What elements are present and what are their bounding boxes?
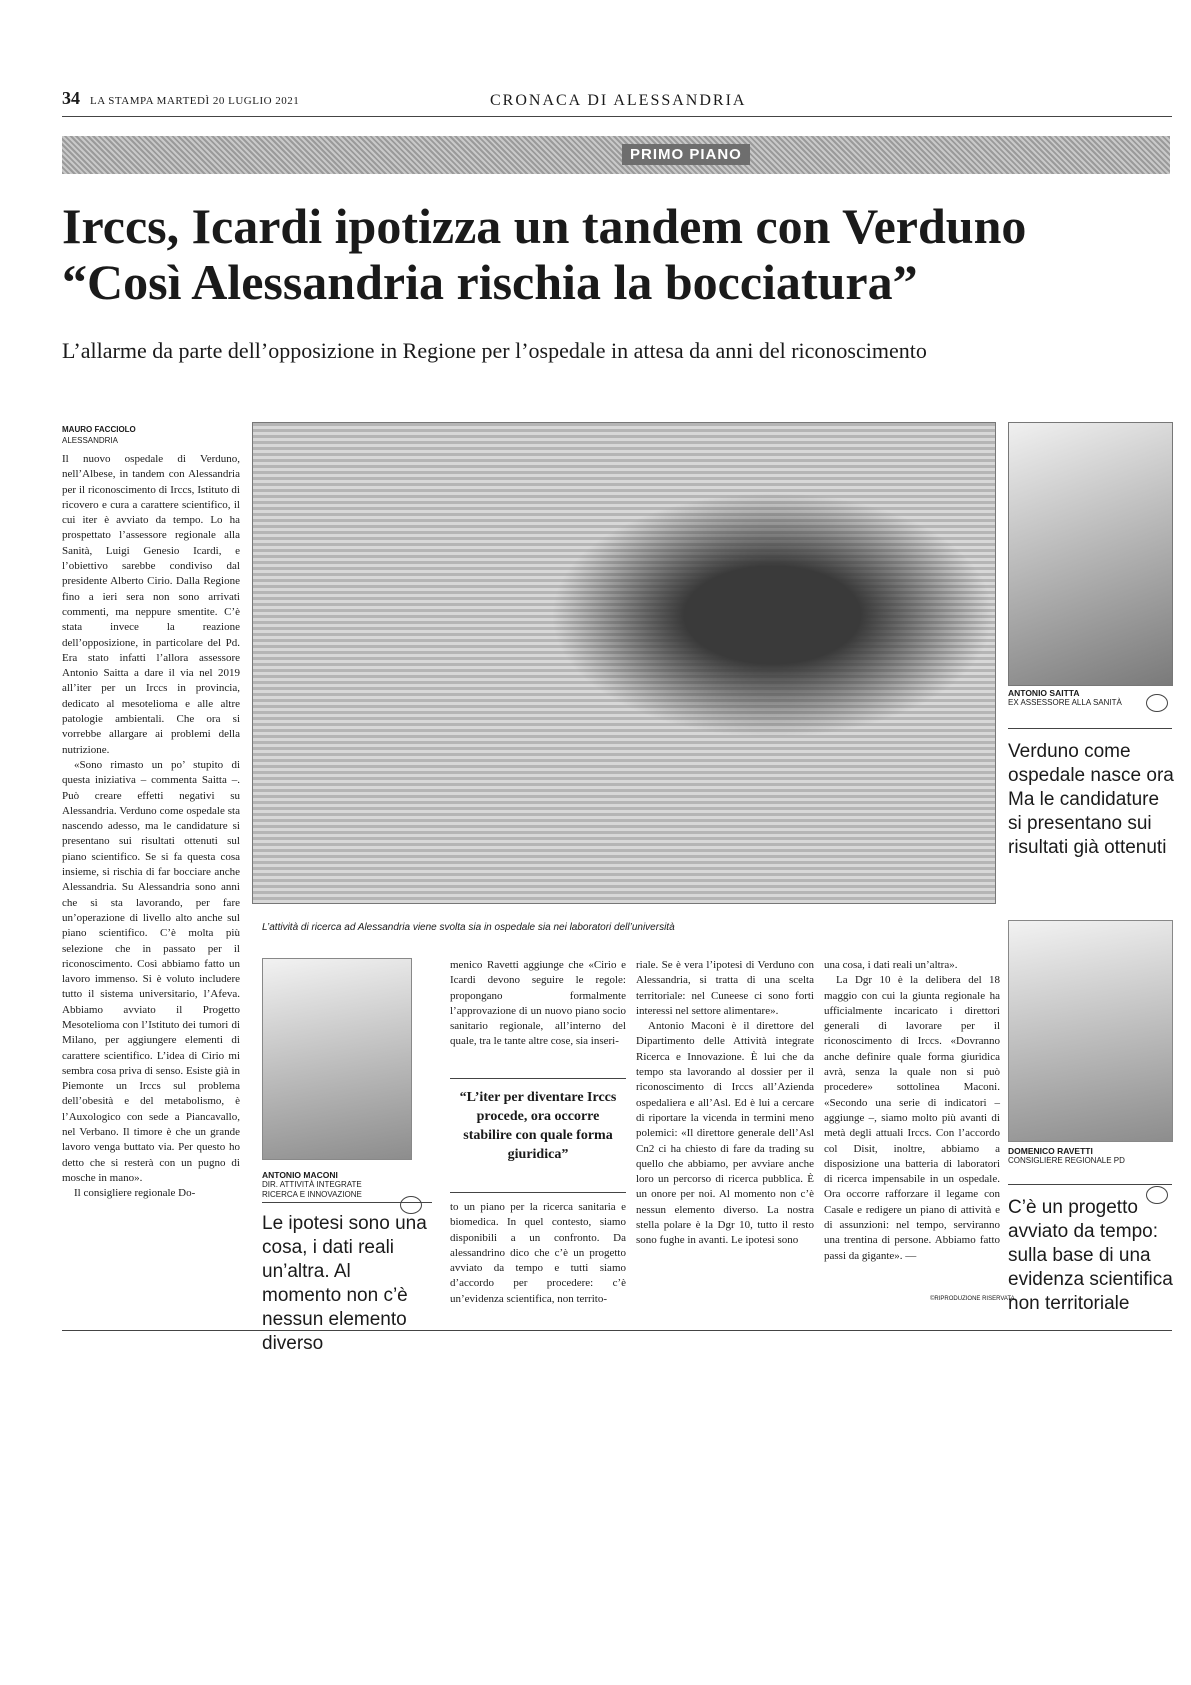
ravetti-name: DOMENICO RAVETTI <box>1008 1146 1093 1156</box>
section-band <box>62 136 1170 174</box>
main-photo <box>252 422 996 904</box>
pullquote: “L’iter per diventare Irccs procede, ora occorre stabilire con quale forma giuridica” <box>459 1090 617 1162</box>
section-title: CRONACA DI ALESSANDRIA <box>490 92 747 109</box>
ravetti-role: CONSIGLIERE REGIONALE PD <box>1008 1156 1125 1165</box>
ravetti-name-block <box>1008 1146 1138 1166</box>
paragraph: La Dgr 10 è la delibera del 18 maggio con cui la giunta regionale ha ufficialmente incaricato i direttori generali di lavorare per il riconoscimento di Irccs. «Dovranno anche definire quale forma giuridica avrà, senza la quale non si può procedere» sottolinea Maconi. «Secondo una serie di indicatori – aggiunge –, siamo molto più avanti di metà degli attuali Irccs. Con l’accordo col Disit, inoltre, abbiamo a disposizione una batteria di laboratori di ricerca impensabile in un ospedale. Ora occorre rafforzare il legame con Casale e redigere un piano di attività e di assunzioni: nel tempo, serviranno una trentina di persone. Abbiamo fatto passi da gigante». — <box>824 974 1000 1262</box>
divider <box>1008 728 1172 729</box>
newspaper-date: LA STAMPA MARTEDÌ 20 LUGLIO 2021 <box>90 95 300 107</box>
article-column-3 <box>636 958 814 1249</box>
article-column-4 <box>824 958 1000 1264</box>
saitta-name-block <box>1008 688 1138 708</box>
paragraph: Il consigliere regionale Do- <box>74 1187 196 1200</box>
maconi-name-block <box>262 1170 390 1200</box>
divider <box>262 1202 432 1203</box>
ravetti-portrait <box>1008 920 1173 1142</box>
maconi-role: DIR. ATTIVITÀ INTEGRATE RICERCA E INNOVAZIONE <box>262 1180 362 1199</box>
headline <box>62 198 1172 310</box>
pullquote-top-rule <box>450 1078 626 1079</box>
saitta-role: EX ASSESSORE ALLA SANITÀ <box>1008 698 1122 707</box>
paragraph: to un piano per la ricerca sanitaria e biomedica. In quel contesto, siamo disponibili a un confronto. Da alessandrino dico che c’è un progetto avviato da tempo e tutti siamo d’accordo per procedere: c’è un’evidenza scientifica, non territo- <box>450 1201 626 1305</box>
bottom-divider <box>62 1330 1172 1331</box>
maconi-portrait <box>262 958 412 1160</box>
saitta-portrait <box>1008 422 1173 686</box>
subheadline: L’allarme da parte dell’opposizione in Regione per l’ospedale in attesa da anni del riconoscimento <box>62 338 927 363</box>
author-name: MAURO FACCIOLO <box>62 425 136 434</box>
author-location: ALESSANDRIA <box>62 436 119 445</box>
divider <box>1008 1184 1172 1185</box>
header-divider <box>62 116 1172 117</box>
paragraph: riale. Se è vera l’ipotesi di Verduno con Alessandria, si tratta di una scelta territoriale: nel Cuneese ci sono forti interessi nel settore alimentare». <box>636 959 814 1017</box>
ravetti-quote: C’è un progetto avviato da tempo: sulla base di una evidenza scientifica non territoriale <box>1008 1197 1173 1314</box>
article-column-2 <box>450 958 626 1050</box>
article-column-2-cont <box>450 1200 626 1307</box>
pullquote-bottom-rule <box>450 1192 626 1193</box>
saitta-quote: Verduno come ospedale nasce ora Ma le candidature si presentano sui risultati già ottenuti <box>1008 741 1174 858</box>
page-number: 34 <box>62 88 80 108</box>
paragraph: «Sono rimasto un po’ stupito di questa iniziativa – commenta Saitta –. Può creare effetti negativi su Alessandria. Verduno come ospedale sta nascendo adesso, ma le candidature si presentano sui risultati ottenuti sul piano scientifico. Se si fa questa cosa insieme, si rischia di far bocciare anche Alessandria. Su Alessandria sono anni che si sta lavorando, per fare un’operazione di livello alto anche sul piano scientifico. C’è molta più selezione che in passato per il riconoscimento. Così abbiamo fatto un lavoro immenso. Si è voluto includere tutto il sistema universitario, l’Afeva. Abbiamo avviato il Progetto Mesotelioma con l’Istituto dei tumori di Milano, per aggiungere elementi di carattere scientifico. L’idea di Cirio mi sembra cosa priva di senso. Esiste già in Piemonte un Irccs sul problema dell’obesità e del metabolismo, è l’Auxologico con sede a Piancavallo, nel Verbano. Il timore è che un grande lavoro venga buttato via. Per questo ho detto che si resterà con un pugno di mosche in mano». <box>62 758 240 1184</box>
paragraph: menico Ravetti aggiunge che «Cirio e Icardi devono seguire le regole: propongano formalmente l’approvazione di un nuovo piano socio sanitario regionale, all’interno del quale, tra le tante altre cose, sia inseri- <box>450 959 626 1048</box>
paragraph: Antonio Maconi è il direttore del Dipartimento delle Attività integrate Ricerca e Innovazione. È lui che da tempo sta lavorando al dossier per il riconoscimento di Irccs all’Azienda ospedaliera e all’Asl. Ed è lui a cercare di riportare la vicenda in termini meno polemici: «Il direttore generale dell’Asl Cn2 ci ha chiesto di fare da trading su quello che abbiamo, per avviare anche loro un percorso di ricerca pubblica. È un onore per noi. Al momento non c’è nessun elemento diverso. La nostra stella polare è la Dgr 10, tutto il resto sono fughe in avanti. Le ipotesi sono <box>636 1020 814 1247</box>
maconi-quote: Le ipotesi sono una cosa, i dati reali un’altra. Al momento non c’è nessun elemento diverso <box>262 1213 427 1354</box>
byline <box>62 424 232 446</box>
copyright-credit: ©RIPRODUZIONE RISERVATA <box>930 1296 1015 1302</box>
maconi-name: ANTONIO MACONI <box>262 1170 338 1180</box>
paragraph: Il nuovo ospedale di Verduno, nell’Albese, in tandem con Alessandria per il riconoscimento di Irccs, Istituto di ricovero e cura a carattere scientifico, il cui iter è avviato da tempo. Lo ha prospettato l’assessore regionale alla Sanità, Luigi Genesio Icardi, e l’obiettivo sarebbe condiviso dal presidente Alberto Cirio. Dalla Regione fino a ieri sera non sono arrivati commenti, ma neppure smentite. C’è stata invece la reazione dell’opposizione, in particolare del Pd. Era stato infatti l’allora assessore Antonio Saitta a dare il via nel 2019 all’iter per un Irccs in provincia, dedicato al mesotelioma e alle altre patologie ambientali. Che ora si vorrebbe allargare ai problemi della nutrizione. <box>62 453 240 756</box>
speech-bubble-icon <box>1146 694 1168 712</box>
headline-line-1: Irccs, Icardi ipotizza un tandem con Verduno <box>62 198 1027 254</box>
saitta-name: ANTONIO SAITTA <box>1008 688 1080 698</box>
article-column-1 <box>62 452 240 1202</box>
photo-caption: L’attività di ricerca ad Alessandria viene svolta sia in ospedale sia nei laboratori dell’università <box>262 922 675 933</box>
headline-line-2: “Così Alessandria rischia la bocciatura” <box>62 254 918 310</box>
paragraph: una cosa, i dati reali un’altra». <box>824 959 958 971</box>
band-label: PRIMO PIANO <box>622 144 750 165</box>
